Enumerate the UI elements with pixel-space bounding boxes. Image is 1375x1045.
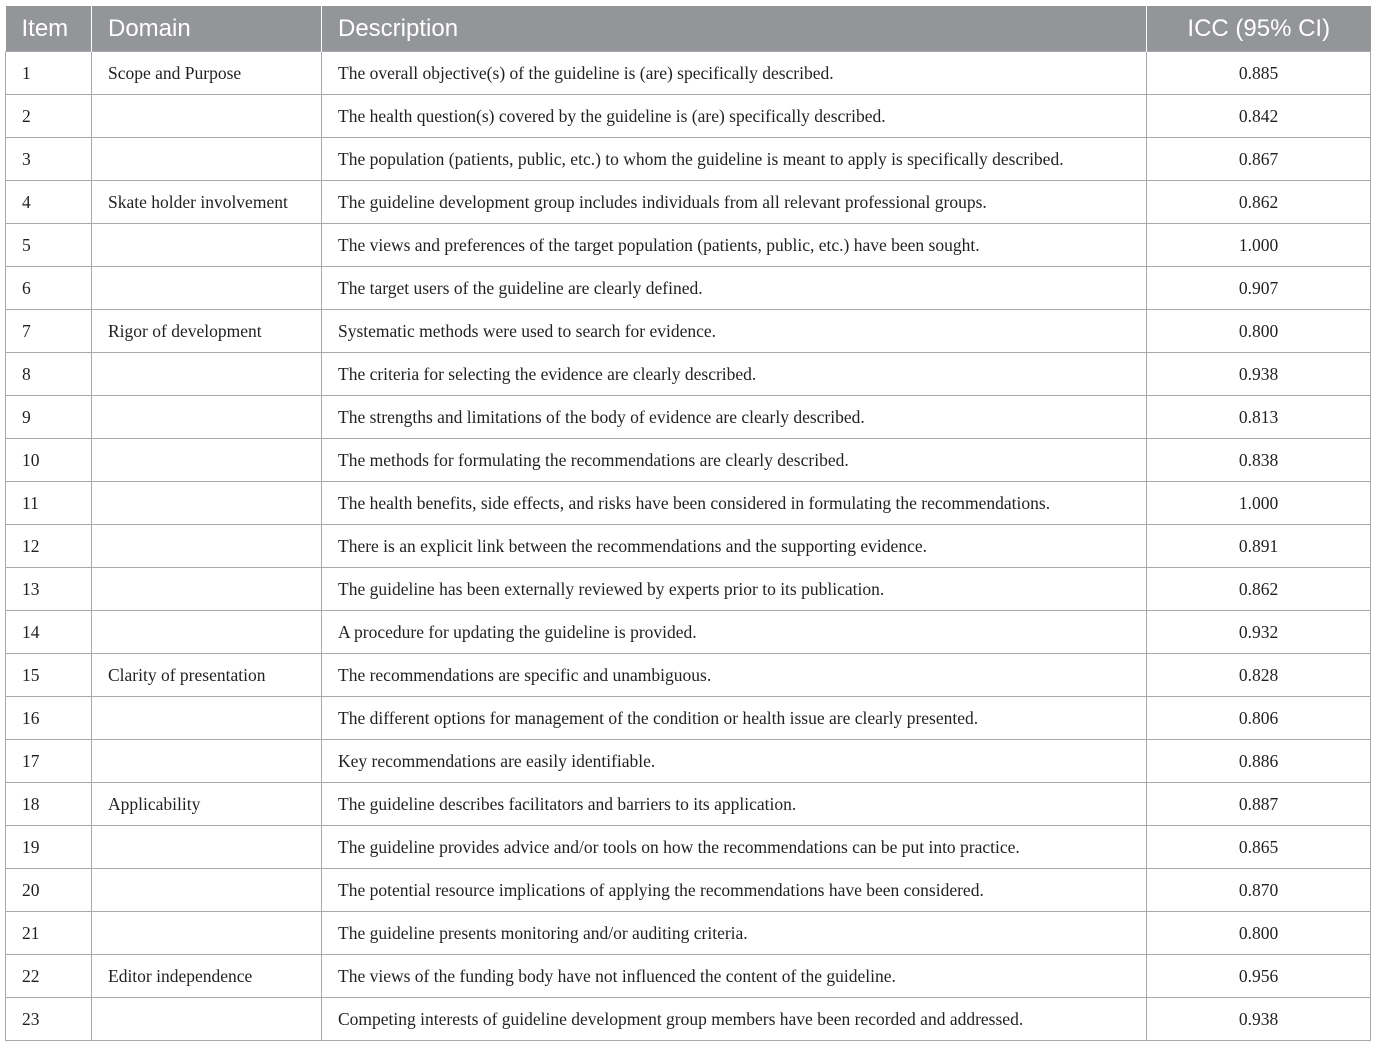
domain-cell [92,396,322,439]
description-cell: The guideline presents monitoring and/or auditing criteria. [322,912,1147,955]
domain-cell [92,826,322,869]
icc-cell: 1.000 [1147,482,1371,525]
icc-cell: 0.887 [1147,783,1371,826]
description-cell: The guideline provides advice and/or tools on how the recommendations can be put into practice. [322,826,1147,869]
item-cell: 18 [6,783,92,826]
item-cell: 7 [6,310,92,353]
description-cell: The overall objective(s) of the guideline is (are) specifically described. [322,52,1147,95]
table-row [6,826,1371,869]
table-row [6,740,1371,783]
domain-cell: Skate holder involvement [92,181,322,224]
item-cell: 17 [6,740,92,783]
domain-cell [92,482,322,525]
item-cell: 3 [6,138,92,181]
icc-cell: 1.000 [1147,224,1371,267]
icc-cell: 0.870 [1147,869,1371,912]
icc-cell: 0.806 [1147,697,1371,740]
domain-cell [92,525,322,568]
table-header [6,6,1371,52]
icc-cell: 0.862 [1147,568,1371,611]
item-cell: 10 [6,439,92,482]
table-row [6,912,1371,955]
description-cell: The views of the funding body have not influenced the content of the guideline. [322,955,1147,998]
domain-cell [92,267,322,310]
item-cell: 16 [6,697,92,740]
description-cell: The target users of the guideline are clearly defined. [322,267,1147,310]
description-cell: The guideline describes facilitators and barriers to its application. [322,783,1147,826]
icc-cell: 0.885 [1147,52,1371,95]
icc-cell: 0.813 [1147,396,1371,439]
table-row [6,611,1371,654]
table-row [6,525,1371,568]
item-cell: 20 [6,869,92,912]
icc-cell: 0.886 [1147,740,1371,783]
item-cell: 1 [6,52,92,95]
table-row [6,396,1371,439]
icc-cell: 0.842 [1147,95,1371,138]
description-cell: The guideline development group includes individuals from all relevant professional groups. [322,181,1147,224]
item-cell: 5 [6,224,92,267]
domain-cell: Applicability [92,783,322,826]
domain-cell: Editor independence [92,955,322,998]
item-cell: 12 [6,525,92,568]
header-row [6,6,1371,52]
domain-cell [92,611,322,654]
item-cell: 8 [6,353,92,396]
table-row [6,869,1371,912]
icc-cell: 0.838 [1147,439,1371,482]
domain-cell: Clarity of presentation [92,654,322,697]
icc-cell: 0.862 [1147,181,1371,224]
item-cell: 6 [6,267,92,310]
table-row [6,95,1371,138]
domain-cell [92,138,322,181]
icc-table [5,6,1371,1041]
table-body [6,52,1371,1041]
domain-cell: Scope and Purpose [92,52,322,95]
icc-cell: 0.956 [1147,955,1371,998]
item-cell: 22 [6,955,92,998]
icc-cell: 0.828 [1147,654,1371,697]
item-cell: 21 [6,912,92,955]
icc-cell: 0.800 [1147,310,1371,353]
item-cell: 15 [6,654,92,697]
icc-cell: 0.865 [1147,826,1371,869]
item-cell: 14 [6,611,92,654]
table-row [6,267,1371,310]
domain-cell [92,869,322,912]
description-cell: The different options for management of the condition or health issue are clearly presented. [322,697,1147,740]
item-cell: 9 [6,396,92,439]
domain-cell [92,224,322,267]
header-icc: ICC (95% CI) [1147,6,1371,52]
description-cell: The guideline has been externally reviewed by experts prior to its publication. [322,568,1147,611]
header-domain: Domain [92,6,322,52]
item-cell: 11 [6,482,92,525]
table-row [6,310,1371,353]
icc-cell: 0.891 [1147,525,1371,568]
table-row [6,353,1371,396]
description-cell: The methods for formulating the recommendations are clearly described. [322,439,1147,482]
description-cell: Systematic methods were used to search for evidence. [322,310,1147,353]
icc-cell: 0.800 [1147,912,1371,955]
icc-cell: 0.907 [1147,267,1371,310]
description-cell: The strengths and limitations of the body of evidence are clearly described. [322,396,1147,439]
domain-cell [92,95,322,138]
icc-table-container [5,6,1370,1041]
table-row [6,783,1371,826]
icc-cell: 0.938 [1147,998,1371,1041]
table-row [6,654,1371,697]
header-item: Item [6,6,92,52]
domain-cell [92,439,322,482]
icc-cell: 0.932 [1147,611,1371,654]
table-row [6,138,1371,181]
table-row [6,181,1371,224]
table-row [6,568,1371,611]
table-row [6,52,1371,95]
description-cell: The health question(s) covered by the guideline is (are) specifically described. [322,95,1147,138]
description-cell: There is an explicit link between the recommendations and the supporting evidence. [322,525,1147,568]
header-description: Description [322,6,1147,52]
domain-cell [92,740,322,783]
table-row [6,955,1371,998]
domain-cell [92,568,322,611]
description-cell: A procedure for updating the guideline is provided. [322,611,1147,654]
domain-cell [92,697,322,740]
description-cell: The potential resource implications of applying the recommendations have been considered. [322,869,1147,912]
description-cell: Competing interests of guideline development group members have been recorded and addressed. [322,998,1147,1041]
description-cell: The recommendations are specific and unambiguous. [322,654,1147,697]
description-cell: The criteria for selecting the evidence are clearly described. [322,353,1147,396]
domain-cell: Rigor of development [92,310,322,353]
item-cell: 2 [6,95,92,138]
item-cell: 4 [6,181,92,224]
table-row [6,439,1371,482]
table-row [6,998,1371,1041]
domain-cell [92,912,322,955]
table-row [6,697,1371,740]
domain-cell [92,998,322,1041]
description-cell: Key recommendations are easily identifiable. [322,740,1147,783]
icc-cell: 0.867 [1147,138,1371,181]
item-cell: 23 [6,998,92,1041]
item-cell: 19 [6,826,92,869]
description-cell: The views and preferences of the target population (patients, public, etc.) have been sought. [322,224,1147,267]
icc-cell: 0.938 [1147,353,1371,396]
item-cell: 13 [6,568,92,611]
description-cell: The population (patients, public, etc.) to whom the guideline is meant to apply is specifically described. [322,138,1147,181]
domain-cell [92,353,322,396]
table-row [6,224,1371,267]
description-cell: The health benefits, side effects, and risks have been considered in formulating the recommendations. [322,482,1147,525]
table-row [6,482,1371,525]
